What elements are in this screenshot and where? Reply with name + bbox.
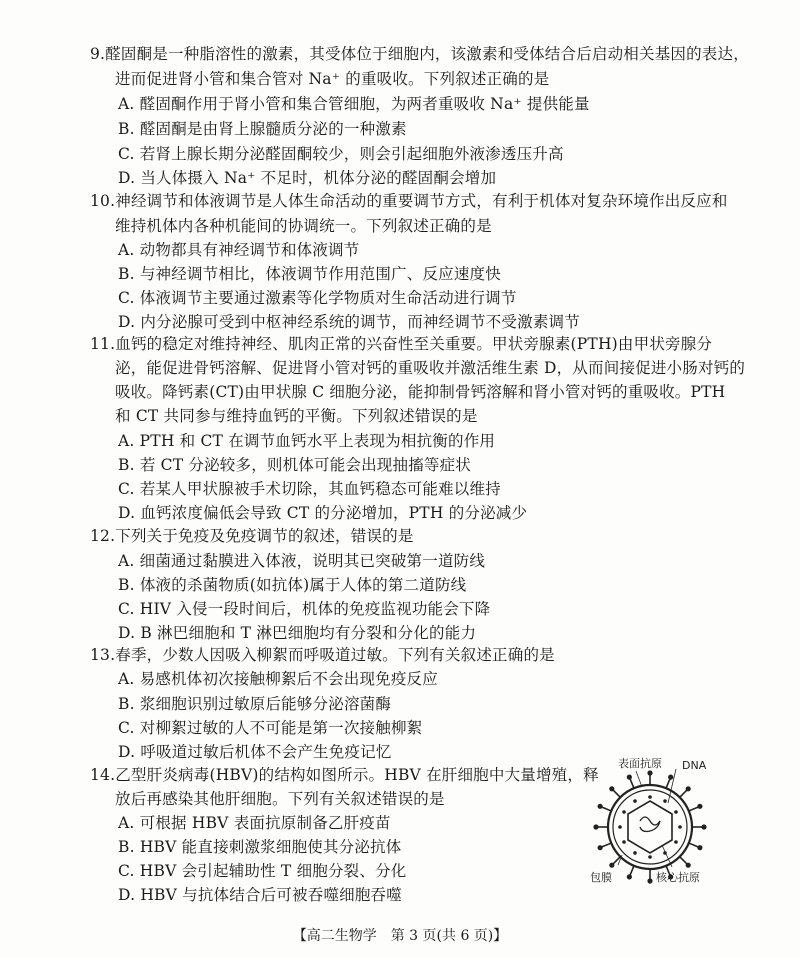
q14-option-b: B. HBV 能直接刺激浆细胞使其分泌抗体 — [118, 838, 402, 856]
core-antigen-dot — [622, 810, 626, 814]
q13-option-c: C. 对柳絮过敏的人不可能是第一次接触柳絮 — [118, 719, 423, 737]
surface-antigen-knob — [668, 775, 673, 780]
hbv-spikes — [593, 770, 706, 883]
hbv-structure-diagram — [584, 755, 724, 890]
q9-stem-line-2: 进而促进肾小管和集合管对 Na⁺ 的重吸收。下列叙述正确的是 — [115, 70, 550, 88]
q13-stem-line-1: 13.春季，少数人因吸入柳絮而呼吸道过敏。下列有关叙述正确的是 — [90, 646, 555, 664]
core-antigen-dot — [674, 810, 678, 814]
surface-antigen-knob — [627, 775, 632, 780]
core-antigen-pointer-line — [662, 845, 672, 867]
q11-stem-line-3: 吸收。降钙素(CT)由甲状腺 C 细胞分泌，能抑制骨钙溶解和肾小管对钙的重吸收。PTH — [115, 383, 726, 401]
surface-antigen-spike — [602, 843, 611, 847]
surface-antigen-spike — [666, 779, 670, 788]
surface-antigen-knob — [598, 804, 603, 809]
core-antigen-dot — [674, 840, 678, 844]
surface-antigen-spike — [680, 857, 687, 864]
q11-option-c: C. 若某人甲状腺被手术切除，其血钙稳态可能难以维持 — [118, 480, 501, 498]
surface-antigen-spike — [613, 790, 620, 797]
q10-option-c: C. 体液调节主要通过激素等化学物质对生命活动进行调节 — [118, 289, 517, 307]
q10-stem-line-1: 10.神经调节和体液调节是人体生命活动的重要调节方式，有利于机体对复杂环境作出反应和 — [90, 192, 728, 210]
surface-antigen-knob — [697, 845, 702, 850]
surface-antigen-spike — [689, 843, 698, 847]
surface-antigen-knob — [647, 770, 652, 775]
surface-antigen-spike — [680, 790, 687, 797]
q12-stem-line-1: 12.下列关于免疫及免疫调节的叙述，错误的是 — [90, 527, 414, 545]
q13-option-d: D. 呼吸道过敏后机体不会产生免疫记忆 — [118, 743, 392, 761]
surface-antigen-knob — [598, 845, 603, 850]
q14-stem-line-2: 放后再感染其他肝细胞。下列有关叙述错误的是 — [115, 790, 445, 808]
surface-antigen-knob — [697, 804, 702, 809]
surface-antigen-knob — [593, 824, 598, 829]
q11-option-b: B. 若 CT 分泌较多，则机体可能会出现抽搐等症状 — [118, 456, 471, 474]
q13-option-b: B. 浆细胞识别过敏原后能够分泌溶菌酶 — [118, 695, 392, 713]
surface-antigen-spike — [630, 866, 634, 875]
label-envelope: 包膜 — [590, 871, 612, 884]
surface-antigen-knob — [627, 874, 632, 879]
q14-option-c: C. HBV 会引起辅助性 T 细胞分裂、分化 — [118, 862, 407, 880]
q9-option-d: D. 当人体摄入 Na⁺ 不足时，机体分泌的醛固酮会增加 — [118, 169, 497, 187]
hbv-dna-strand — [640, 817, 660, 832]
q9-option-b: B. 醛固酮是由肾上腺髓质分泌的一种激素 — [118, 120, 407, 138]
core-antigen-dot — [678, 825, 682, 829]
label-surface-antigen: 表面抗原 — [618, 757, 662, 770]
page-footer: 【高二生物学 第 3 页(共 6 页)】 — [292, 928, 508, 944]
q10-option-a: A. 动物都具有神经调节和体液调节 — [118, 241, 360, 259]
core-antigen-dot — [622, 840, 626, 844]
q10-option-b: B. 与神经调节相比，体液调节作用范围广、反应速度快 — [118, 265, 501, 283]
label-core-antigen: 核心抗原 — [656, 871, 700, 884]
q9-stem-line-1: 9.醛固酮是一种脂溶性的激素，其受体位于细胞内，该激素和受体结合后启动相关基因的表达， — [90, 45, 749, 63]
q12-option-b: B. 体液的杀菌物质(如抗体)属于人体的第二道防线 — [118, 576, 467, 594]
core-antigen-dot — [648, 795, 652, 799]
label-dna: DNA — [682, 759, 707, 772]
q14-option-a: A. 可根据 HBV 表面抗原制备乙肝疫苗 — [118, 814, 391, 832]
core-antigen-dot — [648, 855, 652, 859]
q14-option-d: D. HBV 与抗体结合后可被吞噬细胞吞噬 — [118, 886, 402, 904]
surface-antigen-spike — [689, 807, 698, 811]
q9-option-a: A. 醛固酮作用于肾小管和集合管细胞，为两者重吸收 Na⁺ 提供能量 — [118, 95, 590, 113]
core-antigen-dot — [618, 825, 622, 829]
core-antigen-dot — [633, 799, 637, 803]
q11-option-a: A. PTH 和 CT 在调节血钙水平上表现为相抗衡的作用 — [118, 432, 496, 450]
surface-antigen-knob — [701, 824, 706, 829]
core-antigen-dot — [633, 851, 637, 855]
q12-option-a: A. 细菌通过黏膜进入体液，说明其已突破第一道防线 — [118, 552, 486, 570]
surface-antigen-pointer-line — [636, 771, 642, 787]
hbv-core-capsid — [628, 801, 672, 853]
q11-stem-line-2: 泌，能促进骨钙溶解、促进肾小管对钙的重吸收并激活维生素 D，从而间接促进小肠对钙的 — [115, 359, 746, 377]
q14-stem-line-1: 14.乙型肝炎病毒(HBV)的结构如图所示。HBV 在肝细胞中大量增殖，释 — [90, 766, 599, 784]
q12-option-c: C. HIV 入侵一段时间后，机体的免疫监视功能会下降 — [118, 600, 491, 618]
surface-antigen-knob — [686, 863, 691, 868]
surface-antigen-knob — [609, 863, 614, 868]
surface-antigen-knob — [686, 786, 691, 791]
q10-stem-line-2: 维持机体内各种机能间的协调统一。下列叙述正确的是 — [115, 217, 492, 235]
surface-antigen-spike — [630, 779, 634, 788]
q13-option-a: A. 易感机体初次接触柳絮后不会出现免疫反应 — [118, 670, 438, 688]
q9-option-c: C. 若肾上腺长期分泌醛固酮较少，则会引起细胞外液渗透压升高 — [118, 145, 564, 163]
q11-stem-line-4: 和 CT 共同参与维持血钙的平衡。下列叙述错误的是 — [115, 407, 478, 425]
q11-option-d: D. 血钙浓度偏低会导致 CT 的分泌增加，PTH 的分泌减少 — [118, 504, 528, 522]
core-antigen-dot — [663, 799, 667, 803]
q10-option-d: D. 内分泌腺可受到中枢神经系统的调节，而神经调节不受激素调节 — [118, 313, 580, 331]
q12-option-d: D. B 淋巴细胞和 T 淋巴细胞均有分裂和分化的能力 — [118, 624, 477, 642]
surface-antigen-knob — [609, 786, 614, 791]
surface-antigen-spike — [602, 807, 611, 811]
surface-antigen-knob — [647, 878, 652, 883]
q11-stem-line-1: 11.血钙的稳定对维持神经、肌肉正常的兴奋性至关重要。甲状旁腺素(PTH)由甲状旁腺分 — [90, 335, 713, 353]
